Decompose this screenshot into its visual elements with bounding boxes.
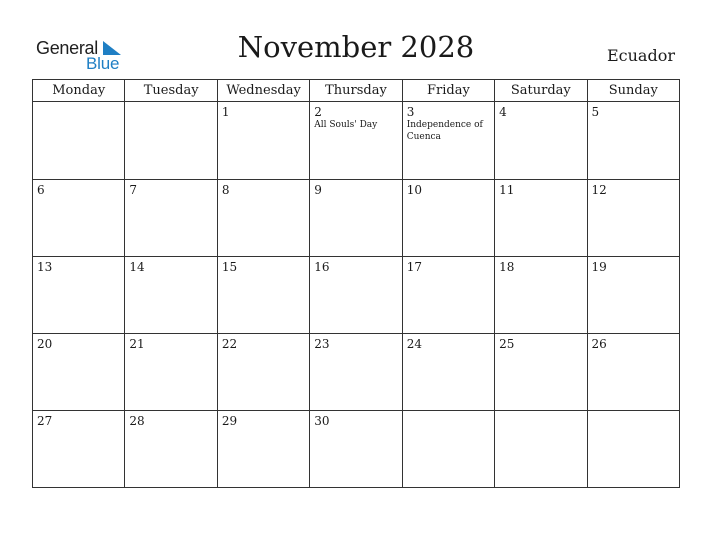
- day-cell: [402, 180, 494, 257]
- weekday-header: Thursday: [310, 80, 402, 102]
- day-cell: [217, 102, 309, 180]
- day-cell: [402, 411, 494, 488]
- week-row: [33, 257, 680, 334]
- day-cell: [495, 180, 587, 257]
- day-number: 14: [129, 260, 145, 274]
- holiday-label: Independence of Cuenca: [406, 120, 483, 142]
- day-cell: [33, 257, 125, 334]
- weekday-header: Wednesday: [217, 80, 309, 102]
- country-label: Ecuador: [606, 46, 675, 65]
- day-number: 30: [314, 414, 330, 428]
- day-cell: [587, 257, 679, 334]
- day-cell: [125, 102, 217, 180]
- week-row: [33, 334, 680, 411]
- holiday-label: All Souls' Day: [314, 120, 378, 130]
- day-number: 15: [221, 260, 238, 274]
- day-number: 22: [221, 337, 238, 351]
- day-number: 27: [37, 414, 53, 428]
- day-number: 6: [37, 183, 45, 197]
- day-cell: [217, 411, 309, 488]
- day-cell: [495, 411, 587, 488]
- day-cell: [125, 257, 217, 334]
- day-cell: [495, 257, 587, 334]
- weekday-header: Sunday: [587, 80, 679, 102]
- day-cell: [495, 102, 587, 180]
- week-row: [33, 180, 680, 257]
- day-number: 10: [406, 183, 422, 197]
- day-cell: [310, 257, 402, 334]
- day-cell: [402, 257, 494, 334]
- day-number: 23: [314, 337, 330, 351]
- day-number: 29: [221, 414, 238, 428]
- day-cell: [495, 334, 587, 411]
- day-number: 5: [591, 105, 600, 119]
- day-number: 28: [129, 414, 145, 428]
- day-cell: [33, 334, 125, 411]
- day-number: 11: [499, 183, 515, 197]
- page-title: November 2028: [237, 30, 475, 64]
- weekday-header: Monday: [33, 80, 125, 102]
- day-number: 20: [37, 337, 53, 351]
- day-cell: [125, 411, 217, 488]
- day-cell: [587, 334, 679, 411]
- day-cell: [310, 102, 402, 180]
- weekday-header: Saturday: [495, 80, 587, 102]
- day-cell: [402, 102, 494, 180]
- logo-word-general: General: [36, 38, 98, 58]
- day-number: 25: [499, 337, 515, 351]
- weekday-header: Friday: [402, 80, 494, 102]
- day-cell: [587, 102, 679, 180]
- day-cell: [402, 334, 494, 411]
- logo-word-blue: Blue: [86, 54, 120, 73]
- day-number: 18: [499, 260, 515, 274]
- day-number: 13: [37, 260, 53, 274]
- day-number: 4: [499, 105, 507, 119]
- day-number: 17: [406, 260, 422, 274]
- week-row: [33, 411, 680, 488]
- day-number: 19: [591, 260, 607, 274]
- week-row: [33, 102, 680, 180]
- day-number: 3: [406, 105, 415, 119]
- day-number: 1: [221, 105, 230, 119]
- day-number: 16: [314, 260, 330, 274]
- day-cell: [217, 180, 309, 257]
- day-cell: [217, 334, 309, 411]
- day-number: 8: [221, 183, 230, 197]
- day-number: 12: [591, 183, 607, 197]
- day-cell: [125, 180, 217, 257]
- day-number: 2: [314, 105, 322, 119]
- day-cell: [33, 411, 125, 488]
- day-number: 9: [314, 183, 322, 197]
- day-number: 24: [406, 337, 422, 351]
- calendar-grid: [32, 79, 680, 488]
- day-cell: [33, 180, 125, 257]
- day-cell: [587, 411, 679, 488]
- weekday-header-row: [33, 80, 680, 102]
- day-cell: [587, 180, 679, 257]
- day-number: 21: [129, 337, 145, 351]
- day-cell: [125, 334, 217, 411]
- day-cell: [310, 411, 402, 488]
- day-cell: [310, 334, 402, 411]
- weekday-header: Tuesday: [125, 80, 217, 102]
- day-cell: [33, 102, 125, 180]
- day-cell: [310, 180, 402, 257]
- day-cell: [217, 257, 309, 334]
- day-number: 26: [591, 337, 607, 351]
- day-number: 7: [129, 183, 138, 197]
